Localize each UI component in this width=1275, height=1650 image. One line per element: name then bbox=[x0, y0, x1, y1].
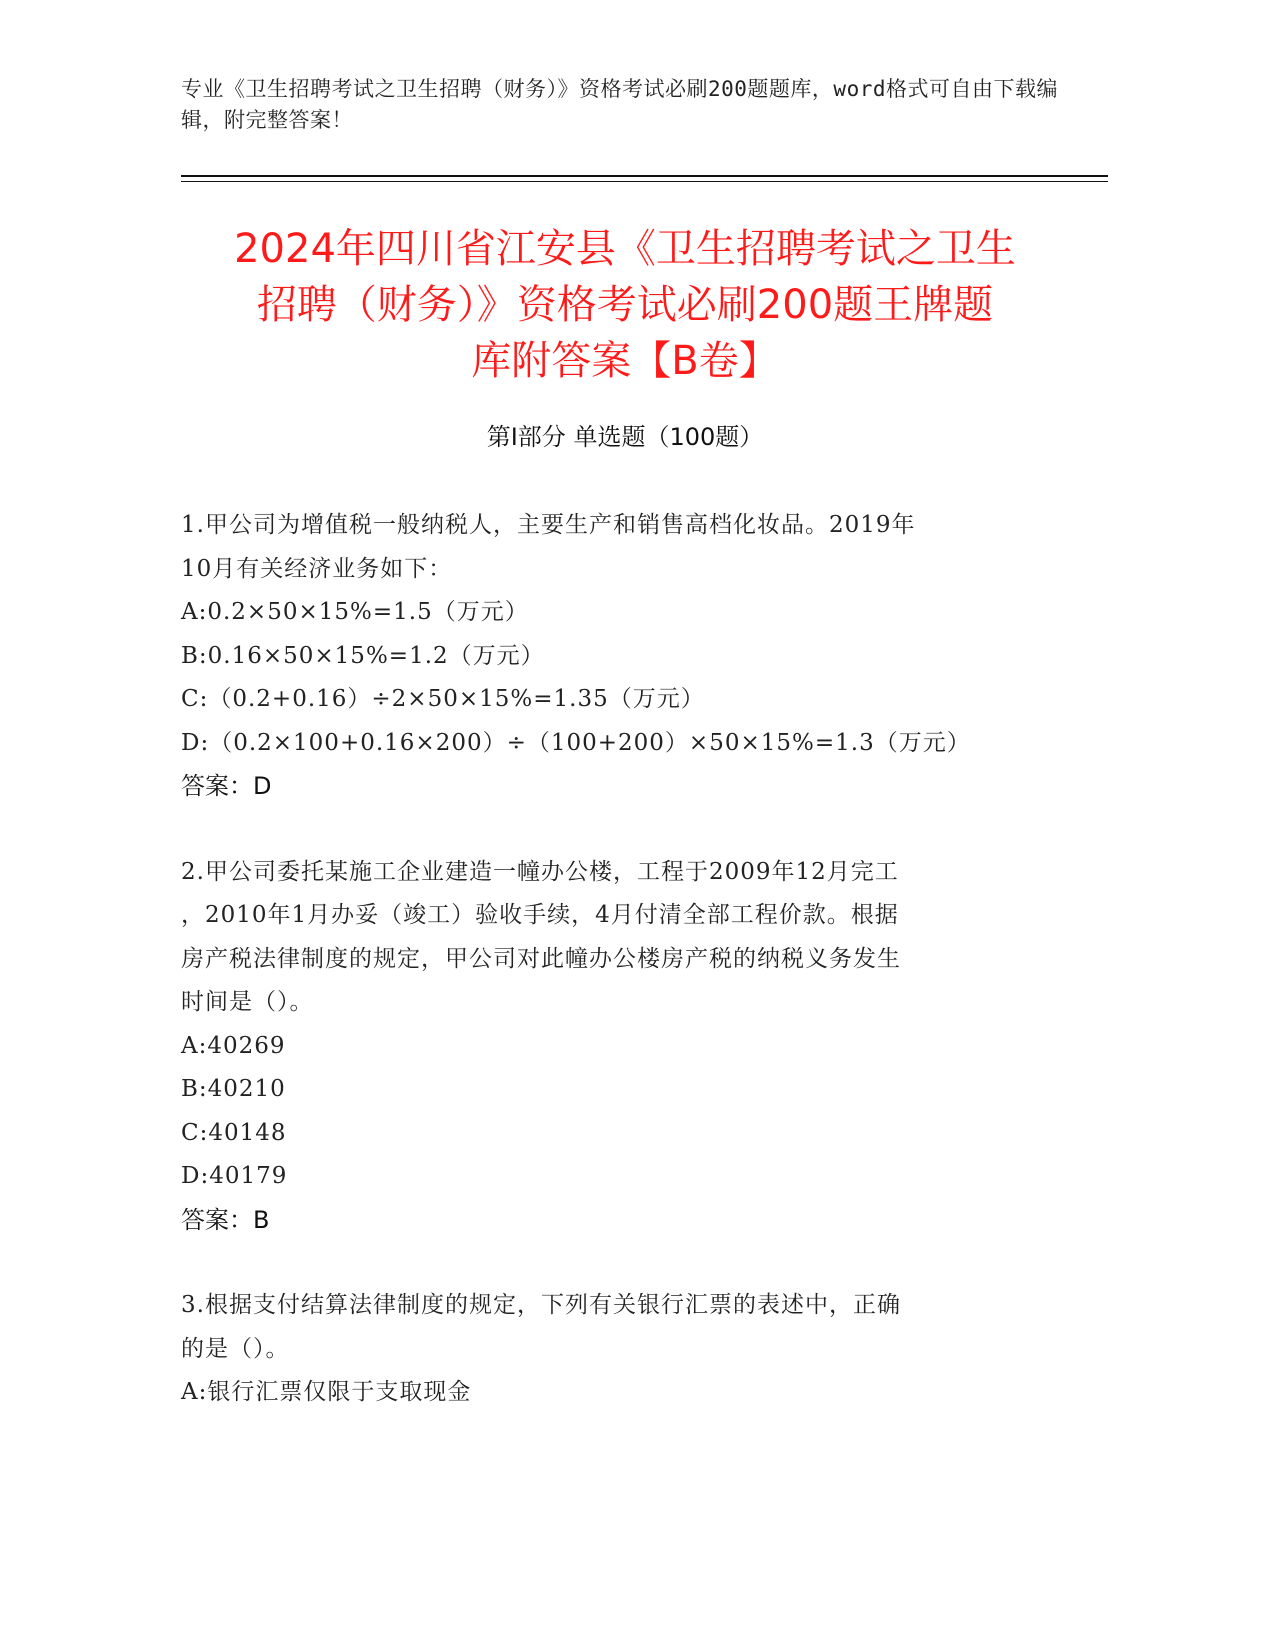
header-divider-thin bbox=[181, 181, 1108, 182]
header-note: 专业《卫生招聘考试之卫生招聘（财务）》资格考试必刷200题题库，word格式可自由下载编辑，附完整答案！ bbox=[181, 77, 1058, 132]
question-3 bbox=[181, 1284, 1061, 1415]
header-divider-thick bbox=[181, 175, 1108, 177]
question-stem-line: 1.甲公司为增值税一般纳税人，主要生产和销售高档化妆品。2019年 bbox=[181, 512, 916, 538]
question-stem-line: 10月有关经济业务如下： bbox=[181, 555, 453, 582]
option-d: D:40179 bbox=[181, 1163, 288, 1189]
document-title bbox=[150, 221, 1100, 389]
title-line-1: 2024年四川省江安县《卫生招聘考试之卫生 bbox=[234, 226, 1016, 272]
question-2 bbox=[181, 851, 1061, 1243]
question-stem-line: 房产税法律制度的规定，甲公司对此幢办公楼房产税的纳税义务发生 bbox=[181, 945, 901, 972]
option-d: D:（0.2×100+0.16×200）÷（100+200）×50×15%=1.3（万元） bbox=[181, 729, 971, 756]
title-line-2: 招聘（财务）》资格考试必刷200题王牌题 bbox=[256, 282, 994, 328]
question-stem-line: ，2010年1月办妥（竣工）验收手续，4月付清全部工程价款。根据 bbox=[181, 902, 899, 928]
option-c: C:（0.2+0.16）÷2×50×15%=1.35（万元） bbox=[181, 686, 705, 712]
title-line-3: 库附答案【B卷】 bbox=[471, 338, 779, 384]
question-list bbox=[181, 504, 1061, 1457]
question-stem-line: 时间是（）。 bbox=[181, 989, 314, 1015]
question-1 bbox=[181, 504, 1061, 809]
option-a: A:银行汇票仅限于支取现金 bbox=[181, 1379, 472, 1405]
question-stem-line: 3.根据支付结算法律制度的规定，下列有关银行汇票的表述中，正确 bbox=[181, 1292, 901, 1318]
option-c: C:40148 bbox=[181, 1119, 287, 1146]
section-heading: 第Ⅰ部分 单选题（100题） bbox=[486, 423, 764, 451]
question-stem-line: 2.甲公司委托某施工企业建造一幢办公楼，工程于2009年12月完工 bbox=[181, 858, 899, 885]
answer-line: 答案：D bbox=[181, 772, 272, 800]
answer-line: 答案：B bbox=[181, 1205, 270, 1234]
option-b: B:40210 bbox=[181, 1076, 286, 1102]
option-a: A:40269 bbox=[181, 1032, 286, 1059]
option-b: B:0.16×50×15%=1.2（万元） bbox=[181, 642, 545, 669]
question-stem-line: 的是（）。 bbox=[181, 1335, 290, 1362]
option-a: A:0.2×50×15%=1.5（万元） bbox=[181, 599, 529, 625]
